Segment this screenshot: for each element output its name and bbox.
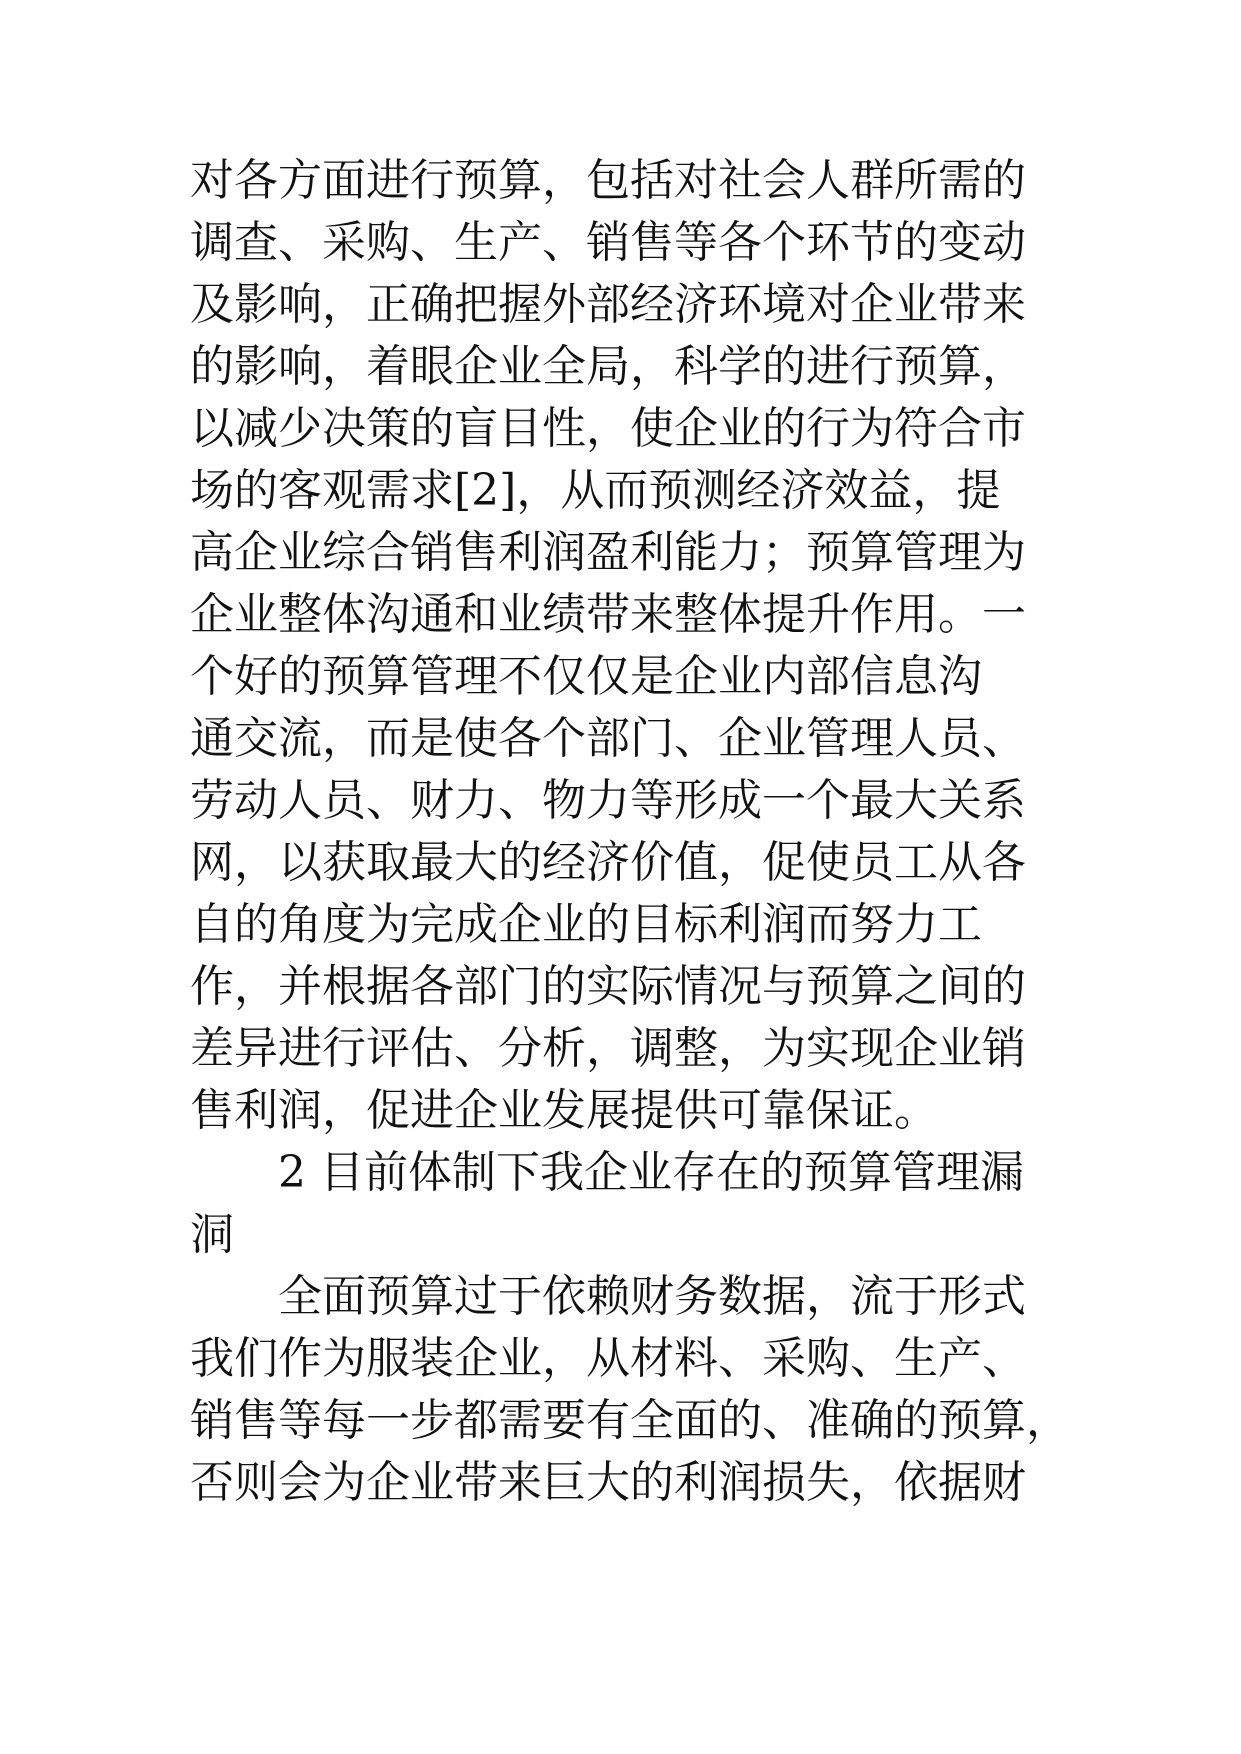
text-line: 的影响，着眼企业全局，科学的进行预算， (190, 341, 1026, 392)
body-text (190, 150, 1090, 1514)
text-line: 售利润，促进企业发展提供可靠保证。 (190, 1085, 938, 1136)
text-line: 网，以获取最大的经济价值，促使员工从各 (190, 837, 1026, 888)
text-line: 场的客观需求[2]，从而预测经济效益，提 (190, 465, 1001, 516)
text-line: 对各方面进行预算，包括对社会人群所需的 (190, 155, 1026, 206)
text-line: 通交流，而是使各个部门、企业管理人员、 (190, 713, 1026, 764)
text-line: 及影响，正确把握外部经济环境对企业带来 (190, 279, 1026, 330)
text-line: 销售等每一步都需要有全面的、准确的预算， (190, 1395, 1070, 1446)
text-line: 自的角度为完成企业的目标利润而努力工 (190, 899, 982, 950)
text-line: 调查、采购、生产、销售等各个环节的变动 (190, 217, 1026, 268)
text-line: 高企业综合销售利润盈利能力；预算管理为 (190, 527, 1026, 578)
text-line: 个好的预算管理不仅仅是企业内部信息沟 (190, 651, 982, 702)
text-line: 以减少决策的盲目性，使企业的行为符合市 (190, 403, 1026, 454)
section-heading: 2 目前体制下我企业存在的预算管理漏 (278, 1147, 1024, 1198)
text-line: 否则会为企业带来巨大的利润损失，依据财 (190, 1457, 1026, 1508)
text-line: 企业整体沟通和业绩带来整体提升作用。一 (190, 589, 1026, 640)
text-line: 我们作为服装企业，从材料、采购、生产、 (190, 1333, 1026, 1384)
subheading-line: 全面预算过于依赖财务数据，流于形式 (278, 1271, 1026, 1322)
text-line: 作，并根据各部门的实际情况与预算之间的 (190, 961, 1026, 1012)
text-line: 差异进行评估、分析，调整，为实现企业销 (190, 1023, 1026, 1074)
section-heading-continuation: 洞 (190, 1209, 234, 1260)
text-line: 劳动人员、财力、物力等形成一个最大关系 (190, 775, 1026, 826)
